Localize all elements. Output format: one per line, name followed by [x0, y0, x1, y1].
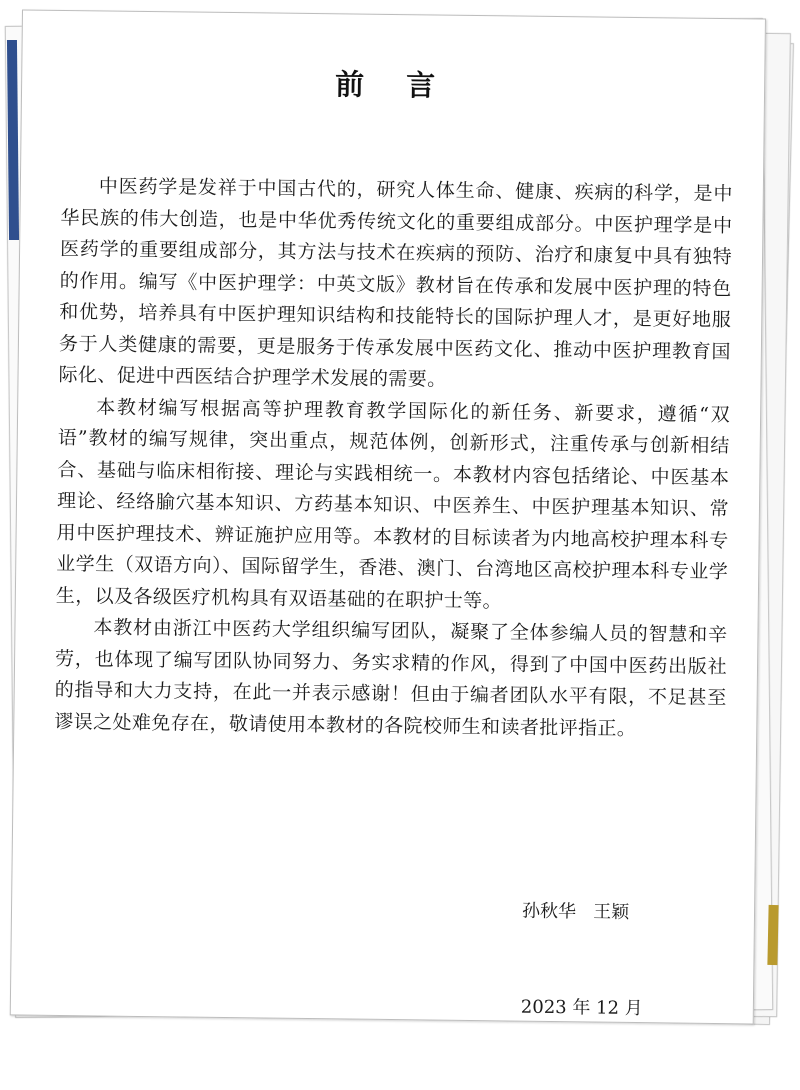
paragraph: 中医药学是发祥于中国古代的，研究人体生命、健康、疾病的科学，是中华民族的伟大创造，也是中华优秀传统文化的重要组成部分。中医护理学是中医药学的重要组成部分，其方法与技术在疾病的预防、治疗和康复中具有独特的作用。编写《中医护理学：中英文版》教材旨在传承和发展中医护理的特色和优势，培养具有中医护理知识结构和技能特长的国际护理人才，是更好地服务于人类健康的需要，更是服务于传承发展中医药文化、推动中医护理教育国际化、促进中西医结合护理学术发展的需要。	[58, 175, 733, 391]
book-cover-edge	[7, 40, 19, 240]
author-names: 孙秋华 王颖	[521, 900, 630, 923]
preface-body	[54, 171, 733, 746]
paragraph: 本教材编写根据高等护理教育教学国际化的新任务、新要求，遵循“双语”教材的编写规律，突出重点，规范体例，创新形式，注重传承与创新相结合、基础与临床相衔接、理论与实践相统一。本教材内容包括绪论、中医基本理论、经络腧穴基本知识、方药基本知识、中医养生、中医护理基本知识、常用中医护理技术、辨证施护应用等。本教材的目标读者为内地高校护理本科专业学生（双语方向）、国际留学生，香港、澳门、台湾地区高校护理本科专业学生，以及各级医疗机构具有双语基础的在职护士等。	[55, 395, 731, 612]
document-page	[10, 9, 766, 1024]
signature-date: 2023 年 12 月	[520, 996, 643, 1020]
page-title: 前 言	[334, 67, 452, 103]
signature-block	[520, 832, 645, 1089]
paragraph: 本教材由浙江中医药大学组织编写团队，凝聚了全体参编人员的智慧和辛劳，也体现了编写团队协同努力、务实求精的作风，得到了中国中医药出版社的指导和大力支持，在此一并表示感谢！但由于编者团队水平有限，不足甚至谬误之处难免存在，敬请使用本教材的各院校师生和读者批评指正。	[54, 616, 728, 740]
book-cover-edge	[767, 905, 778, 965]
